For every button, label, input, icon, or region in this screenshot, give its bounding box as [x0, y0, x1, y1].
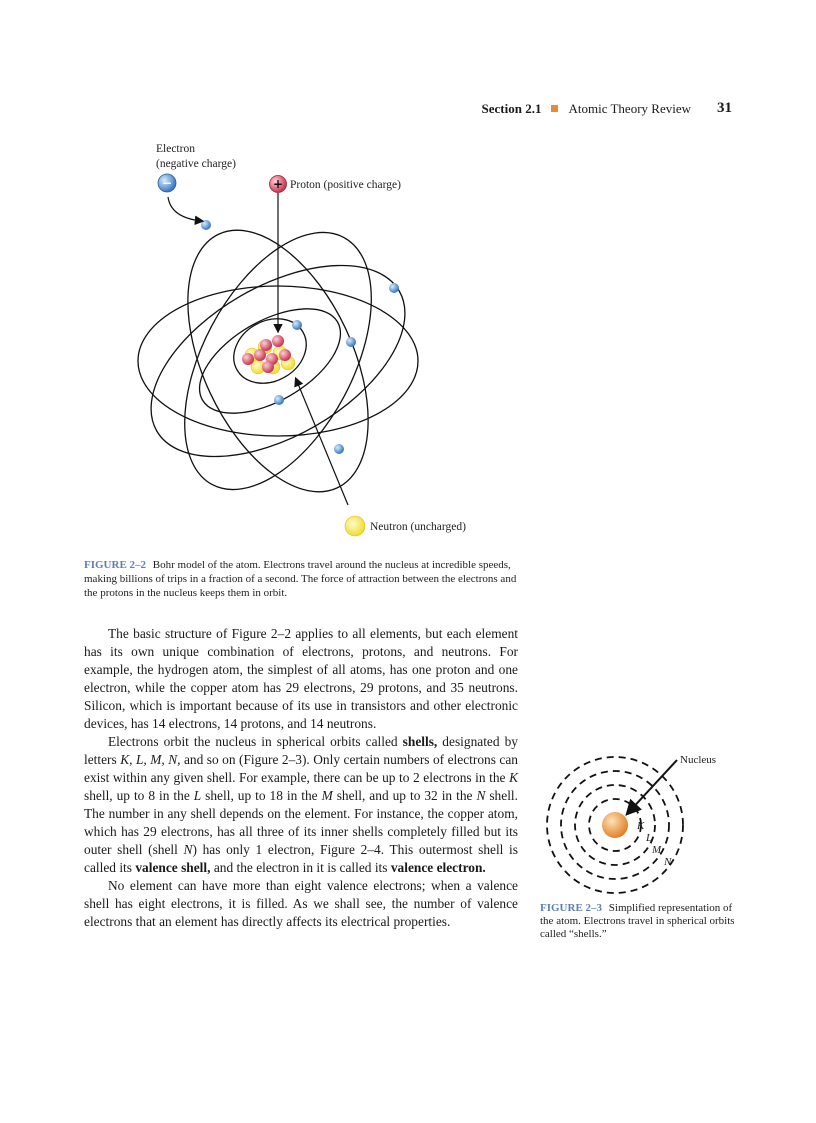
- text-run: Electrons orbit the nucleus in spherical orbits called: [108, 734, 403, 749]
- paragraph-2: [84, 733, 518, 877]
- paragraph-3: No element can have more than eight valence electrons; when a valence shell has eight electrons, it is filled. As we shall see, the number of valence electrons that an element has directly affects its electrical properties.: [84, 878, 518, 929]
- proton-particle: [272, 335, 284, 347]
- proton-particle: [242, 353, 254, 365]
- neutron-label: Neutron (uncharged): [370, 521, 466, 533]
- term-valence-electron: valence electron.: [390, 860, 486, 875]
- proton-label: Proton (positive charge): [290, 179, 401, 191]
- electron-particle: [292, 320, 302, 330]
- shells-figure: [540, 735, 740, 895]
- proton-particle: [279, 349, 291, 361]
- term-shells: shells,: [402, 734, 438, 749]
- electron-particle: [346, 337, 356, 347]
- nucleus-label: Nucleus: [680, 754, 717, 766]
- nucleus-pointer-arrow: [628, 760, 677, 813]
- section-number: Section 2.1: [481, 100, 542, 116]
- bohr-atom-figure: [120, 135, 540, 545]
- electron-particle: [334, 444, 344, 454]
- shell-m: M: [321, 788, 333, 803]
- shell-letters: K, L, M, N,: [120, 752, 181, 767]
- figure-2-2-caption: [84, 558, 524, 600]
- plus-sign: +: [272, 177, 284, 191]
- proton-particle: [262, 361, 274, 373]
- page-number: 31: [717, 100, 732, 116]
- electron-particle: [274, 395, 284, 405]
- running-header: [482, 100, 732, 117]
- electron-group: [201, 220, 399, 454]
- text-run: and the electron in it is called its: [210, 860, 391, 875]
- shell-n: N: [476, 788, 486, 803]
- shell-k: K: [509, 770, 518, 785]
- proton-particle: [254, 349, 266, 361]
- header-bullet-icon: [551, 105, 558, 112]
- shell-l-label: L: [646, 832, 653, 844]
- figure-2-3-label: FIGURE 2–3: [540, 902, 603, 914]
- text-run: shell, and up to 32 in the: [332, 788, 477, 803]
- shell-m-label: M: [652, 844, 662, 856]
- neutron-pointer-arrow: [296, 379, 348, 505]
- shell-l: L: [193, 788, 202, 803]
- shell-n: N: [183, 842, 193, 857]
- proton-particle: [260, 339, 272, 351]
- shell-k-label: K: [637, 820, 645, 832]
- text-run: shell, up to 8 in the: [84, 788, 194, 803]
- body-text: [84, 625, 518, 931]
- text-run: designated by letters: [84, 734, 518, 767]
- figure-2-2-caption-text: Bohr model of the atom. Electrons travel around the nucleus at incredible speeds, making billions of trips in a fraction of a second. The force of attraction between the electrons and the protons in the nucleus keeps them in orbit.: [84, 559, 517, 599]
- nucleus: [242, 335, 295, 374]
- electron-particle: [201, 220, 211, 230]
- figure-2-3-caption-text: Simplified representation of the atom. Electrons travel in spherical orbits called “shells.”: [540, 902, 735, 940]
- paragraph-1: The basic structure of Figure 2–2 applies to all elements, but each element has its own unique combination of electrons, protons, and neutrons. For example, the hydrogen atom, the simplest of all atoms, has one proton and one electron, while the copper atom has 29 electrons, 29 protons, and 35 neutrons. Silicon, which is important because of its use in transistors and other electronic devices, has 14 electrons, 14 protons, and 14 neutrons.: [84, 626, 518, 731]
- figure-2-3-caption: [540, 902, 740, 941]
- shell-n-label: N: [664, 856, 672, 868]
- nucleus-icon: [602, 812, 628, 838]
- neutron-legend-icon: [345, 516, 365, 536]
- electron-pointer-arrow: [168, 197, 202, 221]
- figure-2-2-label: FIGURE 2–2: [84, 559, 147, 571]
- electron-particle: [389, 283, 399, 293]
- text-run: ) has only 1 electron, Figure 2–4. This outermost shell is called its: [84, 842, 518, 875]
- text-run: and so on (Figure 2–3). Only certain numbers of electrons can exist within any given shell. For example, there can be up to 2 electrons in the: [84, 752, 518, 785]
- section-title: Atomic Theory Review: [568, 100, 691, 116]
- text-run: shell. The number in any shell depends on the element. For instance, the copper atom, which has 29 electrons, has all three of its inner shells completely filled but its outer shell (shell: [84, 788, 518, 857]
- minus-sign: −: [161, 176, 173, 190]
- term-valence-shell: valence shell,: [135, 860, 211, 875]
- electron-label: Electron: [156, 143, 195, 155]
- electron-charge-label: (negative charge): [156, 158, 236, 170]
- text-run: shell, up to 18 in the: [201, 788, 322, 803]
